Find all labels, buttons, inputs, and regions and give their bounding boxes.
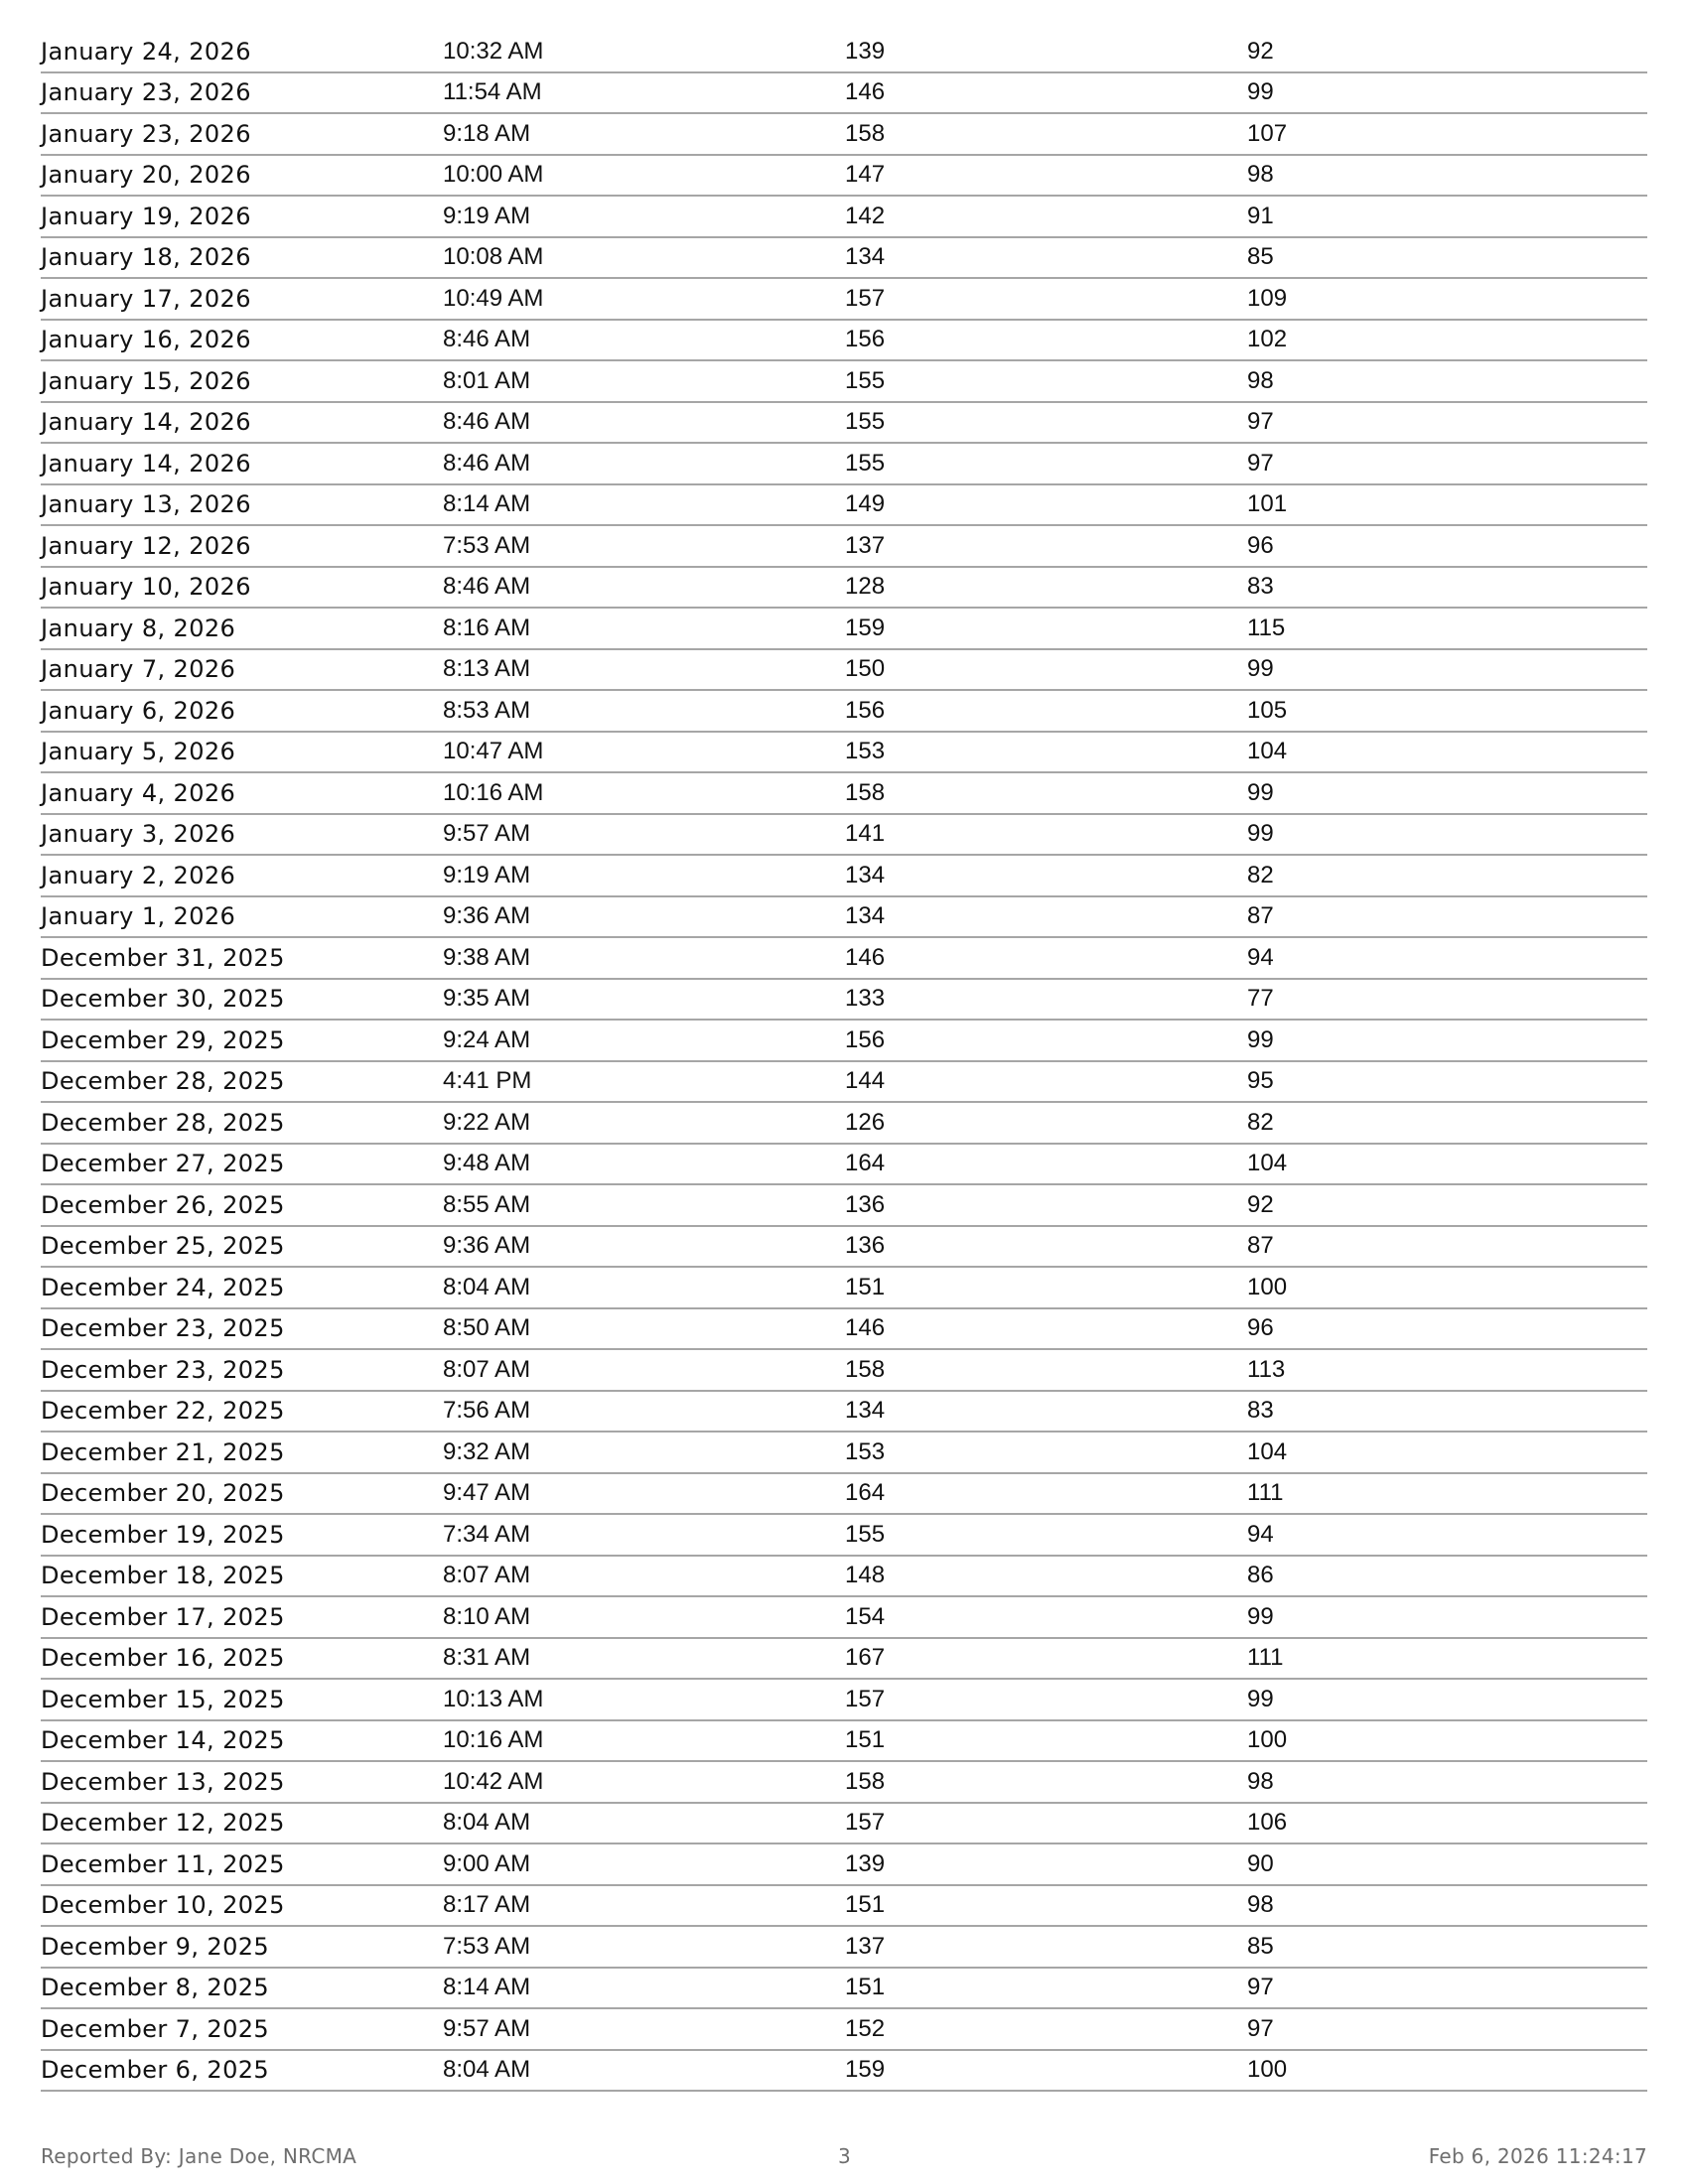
reading-date: December 24, 2025 [41, 1267, 443, 1308]
reading-date: January 2, 2026 [41, 855, 443, 896]
table-row [41, 1761, 1647, 1803]
reading-time: 8:46 AM [443, 567, 845, 609]
reading-systolic: 158 [845, 1761, 1247, 1803]
reading-date: December 10, 2025 [41, 1885, 443, 1927]
reading-systolic: 156 [845, 1020, 1247, 1061]
reading-diastolic: 101 [1247, 484, 1647, 526]
table-row [41, 443, 1647, 484]
reading-diastolic: 105 [1247, 690, 1647, 732]
table-row [41, 237, 1647, 279]
reading-diastolic: 106 [1247, 1803, 1647, 1844]
table-row [41, 690, 1647, 732]
reading-date: January 23, 2026 [41, 113, 443, 155]
reading-systolic: 142 [845, 196, 1247, 237]
table-row [41, 1720, 1647, 1762]
table-row [41, 979, 1647, 1021]
table-row [41, 937, 1647, 979]
table-row [41, 2008, 1647, 2050]
reading-date: January 14, 2026 [41, 402, 443, 444]
reading-time: 9:32 AM [443, 1432, 845, 1473]
table-row [41, 1184, 1647, 1226]
reading-time: 9:57 AM [443, 2008, 845, 2050]
reading-date: January 17, 2026 [41, 278, 443, 320]
table-row [41, 484, 1647, 526]
table-row [41, 1596, 1647, 1638]
table-row [41, 360, 1647, 402]
reading-diastolic: 100 [1247, 1720, 1647, 1762]
reading-diastolic: 99 [1247, 649, 1647, 691]
reading-systolic: 164 [845, 1144, 1247, 1185]
reading-time: 8:13 AM [443, 649, 845, 691]
table-row [41, 1473, 1647, 1515]
reading-diastolic: 98 [1247, 1761, 1647, 1803]
reading-systolic: 151 [845, 1720, 1247, 1762]
footer-generated-timestamp: Feb 6, 2026 11:24:17 [1428, 2144, 1647, 2168]
reading-systolic: 157 [845, 1679, 1247, 1720]
table-row [41, 772, 1647, 814]
table-row [41, 72, 1647, 114]
reading-time: 9:47 AM [443, 1473, 845, 1515]
table-row [41, 1638, 1647, 1680]
reading-systolic: 158 [845, 772, 1247, 814]
reading-systolic: 133 [845, 979, 1247, 1021]
reading-time: 10:47 AM [443, 732, 845, 773]
reading-date: December 23, 2025 [41, 1349, 443, 1391]
table-row [41, 525, 1647, 567]
reading-systolic: 153 [845, 732, 1247, 773]
reading-date: December 9, 2025 [41, 1926, 443, 1968]
reading-diastolic: 98 [1247, 155, 1647, 197]
reading-time: 9:18 AM [443, 113, 845, 155]
reading-date: January 1, 2026 [41, 896, 443, 938]
reading-systolic: 155 [845, 443, 1247, 484]
reading-date: December 17, 2025 [41, 1596, 443, 1638]
reading-date: December 22, 2025 [41, 1391, 443, 1433]
reading-systolic: 150 [845, 649, 1247, 691]
reading-systolic: 155 [845, 1514, 1247, 1556]
reading-date: January 14, 2026 [41, 443, 443, 484]
reading-time: 11:54 AM [443, 72, 845, 114]
table-row [41, 1885, 1647, 1927]
reading-diastolic: 111 [1247, 1638, 1647, 1680]
reading-date: January 16, 2026 [41, 320, 443, 361]
table-row [41, 1432, 1647, 1473]
table-row [41, 649, 1647, 691]
reading-time: 9:22 AM [443, 1102, 845, 1144]
reading-time: 7:53 AM [443, 1926, 845, 1968]
reading-diastolic: 82 [1247, 1102, 1647, 1144]
reading-time: 9:36 AM [443, 896, 845, 938]
reading-time: 8:01 AM [443, 360, 845, 402]
reading-systolic: 157 [845, 278, 1247, 320]
table-row [41, 196, 1647, 237]
reading-systolic: 136 [845, 1184, 1247, 1226]
reading-time: 8:04 AM [443, 2050, 845, 2092]
reading-systolic: 139 [845, 32, 1247, 72]
table-row [41, 113, 1647, 155]
reading-diastolic: 97 [1247, 1968, 1647, 2009]
table-row [41, 1926, 1647, 1968]
reading-time: 8:07 AM [443, 1556, 845, 1597]
reading-date: January 13, 2026 [41, 484, 443, 526]
reading-systolic: 134 [845, 237, 1247, 279]
reading-date: January 23, 2026 [41, 72, 443, 114]
reading-diastolic: 99 [1247, 1596, 1647, 1638]
footer-reported-by: Reported By: Jane Doe, NRCMA [41, 2144, 357, 2168]
table-row [41, 1349, 1647, 1391]
reading-date: January 15, 2026 [41, 360, 443, 402]
reading-diastolic: 96 [1247, 1308, 1647, 1350]
reading-diastolic: 77 [1247, 979, 1647, 1021]
reading-date: January 3, 2026 [41, 814, 443, 856]
footer-page-number: 3 [838, 2144, 852, 2168]
reading-diastolic: 97 [1247, 402, 1647, 444]
table-row [41, 1391, 1647, 1433]
reading-date: December 29, 2025 [41, 1020, 443, 1061]
reading-time: 10:16 AM [443, 1720, 845, 1762]
reading-time: 9:48 AM [443, 1144, 845, 1185]
reading-date: December 28, 2025 [41, 1061, 443, 1103]
reading-time: 8:04 AM [443, 1803, 845, 1844]
reading-systolic: 151 [845, 1267, 1247, 1308]
table-row [41, 1803, 1647, 1844]
table-row [41, 2050, 1647, 2092]
reading-diastolic: 96 [1247, 525, 1647, 567]
table-row [41, 814, 1647, 856]
reading-date: January 8, 2026 [41, 608, 443, 649]
reading-diastolic: 94 [1247, 1514, 1647, 1556]
reading-date: January 20, 2026 [41, 155, 443, 197]
reading-date: December 28, 2025 [41, 1102, 443, 1144]
reading-time: 9:38 AM [443, 937, 845, 979]
reading-time: 10:16 AM [443, 772, 845, 814]
reading-date: December 16, 2025 [41, 1638, 443, 1680]
reading-diastolic: 111 [1247, 1473, 1647, 1515]
reading-systolic: 128 [845, 567, 1247, 609]
reading-diastolic: 115 [1247, 608, 1647, 649]
reading-date: December 30, 2025 [41, 979, 443, 1021]
reading-time: 7:34 AM [443, 1514, 845, 1556]
reading-systolic: 147 [845, 155, 1247, 197]
reading-diastolic: 104 [1247, 1432, 1647, 1473]
reading-systolic: 149 [845, 484, 1247, 526]
reading-time: 9:19 AM [443, 855, 845, 896]
reading-date: January 24, 2026 [41, 32, 443, 72]
reading-systolic: 152 [845, 2008, 1247, 2050]
reading-time: 8:17 AM [443, 1885, 845, 1927]
reading-diastolic: 113 [1247, 1349, 1647, 1391]
reading-diastolic: 83 [1247, 1391, 1647, 1433]
reading-systolic: 137 [845, 1926, 1247, 1968]
reading-systolic: 153 [845, 1432, 1247, 1473]
reading-diastolic: 83 [1247, 567, 1647, 609]
reading-date: December 21, 2025 [41, 1432, 443, 1473]
reading-diastolic: 99 [1247, 1020, 1647, 1061]
table-row [41, 155, 1647, 197]
reading-systolic: 144 [845, 1061, 1247, 1103]
reading-systolic: 164 [845, 1473, 1247, 1515]
table-row [41, 1061, 1647, 1103]
reading-diastolic: 91 [1247, 196, 1647, 237]
table-row [41, 855, 1647, 896]
reading-systolic: 151 [845, 1885, 1247, 1927]
reading-time: 7:53 AM [443, 525, 845, 567]
reading-diastolic: 99 [1247, 814, 1647, 856]
reading-date: January 19, 2026 [41, 196, 443, 237]
reading-diastolic: 100 [1247, 2050, 1647, 2092]
reading-systolic: 167 [845, 1638, 1247, 1680]
reading-date: January 5, 2026 [41, 732, 443, 773]
table-row [41, 1679, 1647, 1720]
reading-systolic: 154 [845, 1596, 1247, 1638]
reading-systolic: 156 [845, 320, 1247, 361]
table-row [41, 1556, 1647, 1597]
reading-systolic: 134 [845, 896, 1247, 938]
reading-diastolic: 98 [1247, 1885, 1647, 1927]
reading-time: 4:41 PM [443, 1061, 845, 1103]
reading-time: 10:08 AM [443, 237, 845, 279]
table-row [41, 567, 1647, 609]
reading-date: January 4, 2026 [41, 772, 443, 814]
reading-systolic: 159 [845, 2050, 1247, 2092]
reading-diastolic: 109 [1247, 278, 1647, 320]
reading-time: 10:13 AM [443, 1679, 845, 1720]
reading-time: 9:19 AM [443, 196, 845, 237]
reading-systolic: 155 [845, 360, 1247, 402]
reading-systolic: 146 [845, 72, 1247, 114]
reading-date: December 15, 2025 [41, 1679, 443, 1720]
reading-systolic: 146 [845, 1308, 1247, 1350]
reading-date: December 26, 2025 [41, 1184, 443, 1226]
reading-date: December 31, 2025 [41, 937, 443, 979]
reading-diastolic: 97 [1247, 2008, 1647, 2050]
reading-diastolic: 87 [1247, 896, 1647, 938]
reading-diastolic: 92 [1247, 32, 1647, 72]
table-row [41, 896, 1647, 938]
table-row [41, 1226, 1647, 1268]
reading-time: 10:42 AM [443, 1761, 845, 1803]
reading-date: December 12, 2025 [41, 1803, 443, 1844]
reading-time: 8:10 AM [443, 1596, 845, 1638]
reading-date: December 6, 2025 [41, 2050, 443, 2092]
reading-time: 9:36 AM [443, 1226, 845, 1268]
reading-date: December 18, 2025 [41, 1556, 443, 1597]
reading-time: 8:14 AM [443, 484, 845, 526]
reading-time: 8:04 AM [443, 1267, 845, 1308]
reading-diastolic: 98 [1247, 360, 1647, 402]
reading-diastolic: 86 [1247, 1556, 1647, 1597]
reading-time: 8:46 AM [443, 402, 845, 444]
reading-systolic: 137 [845, 525, 1247, 567]
reading-diastolic: 85 [1247, 1926, 1647, 1968]
reading-date: January 6, 2026 [41, 690, 443, 732]
reading-time: 8:50 AM [443, 1308, 845, 1350]
table-row [41, 1968, 1647, 2009]
reading-diastolic: 99 [1247, 72, 1647, 114]
reading-diastolic: 104 [1247, 732, 1647, 773]
reading-systolic: 148 [845, 1556, 1247, 1597]
table-row [41, 320, 1647, 361]
reading-systolic: 155 [845, 402, 1247, 444]
reading-time: 8:53 AM [443, 690, 845, 732]
reading-diastolic: 90 [1247, 1843, 1647, 1885]
reading-diastolic: 104 [1247, 1144, 1647, 1185]
reading-date: January 12, 2026 [41, 525, 443, 567]
reading-time: 8:46 AM [443, 320, 845, 361]
reading-systolic: 151 [845, 1968, 1247, 2009]
reading-date: December 27, 2025 [41, 1144, 443, 1185]
reading-date: December 20, 2025 [41, 1473, 443, 1515]
table-row [41, 402, 1647, 444]
reading-date: December 8, 2025 [41, 1968, 443, 2009]
reading-diastolic: 82 [1247, 855, 1647, 896]
reading-time: 7:56 AM [443, 1391, 845, 1433]
reading-time: 8:16 AM [443, 608, 845, 649]
reading-date: December 25, 2025 [41, 1226, 443, 1268]
table-row [41, 1514, 1647, 1556]
reading-time: 8:07 AM [443, 1349, 845, 1391]
table-row [41, 1308, 1647, 1350]
reading-time: 10:32 AM [443, 32, 845, 72]
reading-diastolic: 99 [1247, 772, 1647, 814]
reading-date: January 10, 2026 [41, 567, 443, 609]
table-row [41, 1267, 1647, 1308]
reading-date: January 7, 2026 [41, 649, 443, 691]
reading-diastolic: 92 [1247, 1184, 1647, 1226]
reading-systolic: 156 [845, 690, 1247, 732]
reading-systolic: 136 [845, 1226, 1247, 1268]
reading-systolic: 157 [845, 1803, 1247, 1844]
reading-diastolic: 85 [1247, 237, 1647, 279]
reading-systolic: 134 [845, 855, 1247, 896]
reading-date: December 7, 2025 [41, 2008, 443, 2050]
reading-time: 8:31 AM [443, 1638, 845, 1680]
readings-table-body [41, 32, 1647, 2091]
reading-systolic: 158 [845, 113, 1247, 155]
reading-date: December 14, 2025 [41, 1720, 443, 1762]
table-row [41, 1102, 1647, 1144]
reading-time: 9:57 AM [443, 814, 845, 856]
reading-diastolic: 100 [1247, 1267, 1647, 1308]
reading-date: December 23, 2025 [41, 1308, 443, 1350]
reading-systolic: 134 [845, 1391, 1247, 1433]
reading-diastolic: 102 [1247, 320, 1647, 361]
reading-diastolic: 97 [1247, 443, 1647, 484]
table-row [41, 1020, 1647, 1061]
reading-diastolic: 94 [1247, 937, 1647, 979]
reading-systolic: 126 [845, 1102, 1247, 1144]
reading-time: 10:49 AM [443, 278, 845, 320]
page-footer [41, 2144, 1647, 2174]
table-row [41, 732, 1647, 773]
reading-diastolic: 99 [1247, 1679, 1647, 1720]
reading-diastolic: 107 [1247, 113, 1647, 155]
table-row [41, 1144, 1647, 1185]
reading-time: 9:00 AM [443, 1843, 845, 1885]
table-row [41, 608, 1647, 649]
readings-table [41, 32, 1647, 2092]
reading-time: 8:46 AM [443, 443, 845, 484]
reading-time: 8:14 AM [443, 1968, 845, 2009]
reading-diastolic: 95 [1247, 1061, 1647, 1103]
reading-systolic: 158 [845, 1349, 1247, 1391]
reading-time: 10:00 AM [443, 155, 845, 197]
reading-date: January 18, 2026 [41, 237, 443, 279]
reading-date: December 19, 2025 [41, 1514, 443, 1556]
reading-date: December 13, 2025 [41, 1761, 443, 1803]
reading-time: 8:55 AM [443, 1184, 845, 1226]
table-row [41, 32, 1647, 72]
reading-date: December 11, 2025 [41, 1843, 443, 1885]
reading-systolic: 146 [845, 937, 1247, 979]
reading-time: 9:24 AM [443, 1020, 845, 1061]
table-row [41, 278, 1647, 320]
reading-systolic: 139 [845, 1843, 1247, 1885]
reading-systolic: 141 [845, 814, 1247, 856]
reading-time: 9:35 AM [443, 979, 845, 1021]
reading-diastolic: 87 [1247, 1226, 1647, 1268]
table-row [41, 1843, 1647, 1885]
reading-systolic: 159 [845, 608, 1247, 649]
